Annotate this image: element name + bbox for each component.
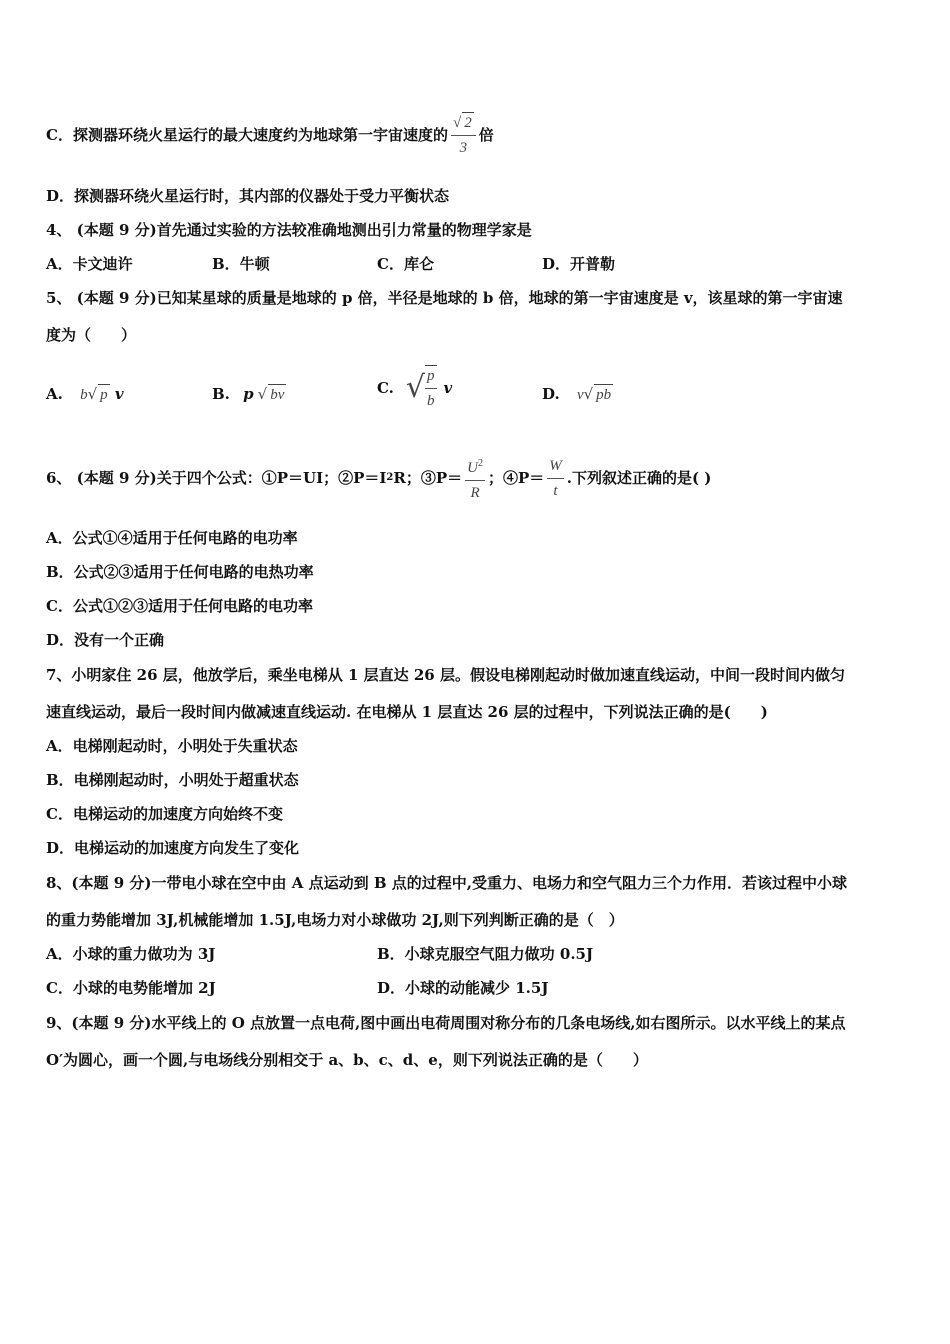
q3-option-c [46, 110, 494, 160]
q4-stem: 4、 (本题 9 分)首先通过实验的方法较准确地测出引力常量的物理学家是 [46, 221, 532, 239]
q8-stem-line2: 的重力势能增加 3J,机械能增加 1.5J,电场力对小球做功 2J,则下列判断正确的是（ ） [46, 911, 624, 929]
q5-option-a-v: v [114, 385, 124, 403]
q4-option-b: B．牛顿 [212, 255, 270, 273]
q5-stem-line2: 度为（ ） [46, 326, 137, 344]
q6-fraction-2-numerator: W [547, 456, 564, 479]
q5-option-c-fraction [425, 365, 437, 411]
q3-option-c-text: C．探测器环绕火星运行的最大速度约为地球第一宇宙速度的 [46, 126, 448, 144]
q8-option-b: B．小球克服空气阻力做功 0.5J [377, 945, 594, 963]
q3-fraction-numerator: 2 [462, 112, 474, 133]
q6-stem-tail: .下列叙述正确的是( ) [566, 469, 712, 487]
q8-stem-line1: 8、(本题 9 分)一带电小球在空中由 A 点运动到 B 点的过程中,受重力、电场力和空气阻力三个力作用．若该过程中小球 [46, 874, 847, 892]
q6-stem-sup: 2 [386, 472, 394, 483]
q7-stem-line2: 速直线运动，最后一段时间内做减速直线运动. 在电梯从 1 层直达 26 层的过程中，下列说法正确的是( ) [46, 703, 768, 721]
q5-option-b: B. p √ bv [212, 385, 285, 403]
q6-fraction-1: $\frac{U^2}{R}$ [465, 454, 485, 503]
q5-option-a-radicand: p [98, 384, 110, 405]
q5-option-c-v: v [443, 379, 453, 397]
q5-option-b-coef: p [243, 385, 254, 403]
q5-option-d-label: D. [542, 385, 560, 403]
q8-option-a: A．小球的重力做功为 3J [46, 945, 216, 963]
q5-option-c-numerator: p [425, 366, 437, 389]
q6-fraction-2 [547, 456, 564, 501]
q6-stem-mid1: R；③P＝ [393, 469, 463, 487]
q5-option-c-denominator: b [427, 393, 435, 409]
q5-option-d-coef: v [576, 387, 584, 403]
q3-option-c-tail: 倍 [478, 126, 494, 144]
q5-option-a-coef: b [80, 387, 88, 403]
q4-option-c: C．库仑 [377, 255, 434, 273]
q3-fraction-denominator: 3 [459, 140, 468, 156]
q5-option-b-label: B. [212, 385, 230, 403]
q5-option-d: D. v√ pb [542, 385, 612, 403]
q7-stem-line1: 7、小明家住 26 层，他放学后，乘坐电梯从 1 层直达 26 层。假设电梯刚起动时做加速直线运动，中间一段时间内做匀 [46, 666, 845, 684]
q7-option-b: B．电梯刚起动时，小明处于超重状态 [46, 771, 299, 789]
q7-option-a: A．电梯刚起动时，小明处于失重状态 [46, 737, 298, 755]
q5-option-c-label: C. [377, 379, 394, 397]
q5-option-d-radicand: pb [594, 384, 613, 405]
q5-option-a: A. b√ p v [46, 385, 124, 403]
q8-option-d: D．小球的动能减少 1.5J [377, 979, 549, 997]
q5-option-a-label: A. [46, 385, 63, 403]
q5-option-b-radicand: bv [268, 384, 286, 405]
q9-stem-line1: 9、(本题 9 分)水平线上的 O 点放置一点电荷,图中画出电荷周围对称分布的几条电场线,如右图所示。以水平线上的某点 [46, 1014, 846, 1032]
q6-fraction-1-denominator: R [470, 484, 480, 501]
q8-option-c: C．小球的电势能增加 2J [46, 979, 216, 997]
q6-option-d: D．没有一个正确 [46, 631, 165, 649]
q6-fraction-1-numerator: U [467, 459, 478, 476]
q6-stem-pre: 6、 (本题 9 分)关于四个公式：①P＝UI；②P＝I [46, 469, 387, 487]
q6-option-b: B．公式②③适用于任何电路的电热功率 [46, 563, 314, 581]
q6-stem-mid2: ；④P＝ [487, 469, 545, 487]
q6-option-a: A．公式①④适用于任何电路的电功率 [46, 529, 298, 547]
q7-option-d: D．电梯运动的加速度方向发生了变化 [46, 839, 300, 857]
q7-option-c: C．电梯运动的加速度方向始终不变 [46, 805, 283, 823]
q5-option-c: C. √ $\frac{p}{b}$ v [377, 360, 452, 416]
q6-stem [46, 445, 711, 511]
q4-option-a: A．卡文迪许 [46, 255, 133, 273]
q6-fraction-2-denominator: t [553, 482, 558, 499]
q5-stem-line1: 5、 (本题 9 分)已知某星球的质量是地球的 p 倍，半径是地球的 b 倍，地球的第一宇宙速度是 v，该星球的第一宇宙速 [46, 289, 843, 307]
q6-option-c: C．公式①②③适用于任何电路的电功率 [46, 597, 313, 615]
q4-option-d: D．开普勒 [542, 255, 616, 273]
q3-option-c-fraction: $\frac{√ 2}{3}$ [451, 112, 476, 158]
q9-stem-line2: O′为圆心，画一个圆,与电场线分别相交于 a、b、c、d、e，则下列说法正确的是（ ） [46, 1051, 648, 1069]
q3-option-d: D．探测器环绕火星运行时，其内部的仪器处于受力平衡状态 [46, 187, 450, 205]
